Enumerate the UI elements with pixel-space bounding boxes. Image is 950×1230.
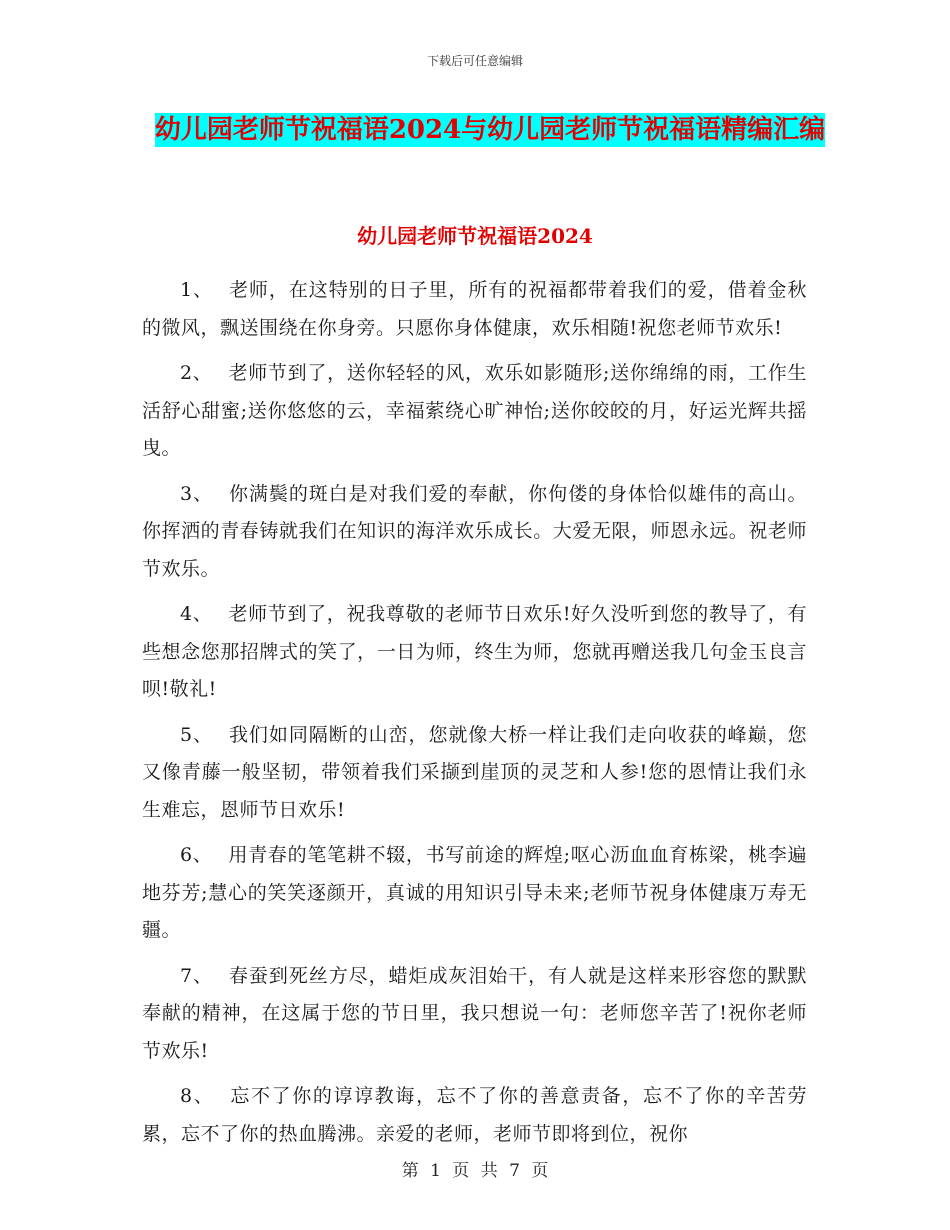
list-item (142, 596, 807, 709)
page-number: 第 1 页 共 7 页 (401, 1161, 549, 1181)
item-number: 8、 (180, 1085, 215, 1107)
list-item (142, 717, 807, 830)
list-item (142, 1078, 807, 1153)
item-number: 4、 (180, 603, 213, 625)
document-title-text: 幼儿园老师节祝福语2024与幼儿园老师节祝福语精编汇编 (154, 115, 826, 145)
item-text: 忘不了你的谆谆教诲，忘不了你的善意责备，忘不了你的辛苦劳累，忘不了你的热血腾沸。亲爱的老师，老师节即将到位，祝你 (142, 1085, 807, 1145)
item-text: 老师节到了，送你轻轻的风，欢乐如影随形;送你绵绵的雨，工作生活舒心甜蜜;送你悠悠的云，幸福萦绕心旷神怡;送你皎皎的月，好运光辉共摇曳。 (142, 362, 807, 459)
section-title: 幼儿园老师节祝福语2024 (357, 224, 593, 248)
list-item (142, 355, 807, 468)
item-text: 老师节到了，祝我尊敬的老师节日欢乐!好久没听到您的教导了，有些想念您那招牌式的笑了，一日为师，终生为师，您就再赠送我几句金玉良言呗!敬礼! (142, 603, 808, 700)
list-item (142, 476, 807, 589)
page-header-note: 下载后可任意编辑 (426, 54, 523, 68)
item-number: 3、 (180, 482, 213, 505)
list-item (142, 272, 807, 347)
list-item (142, 958, 807, 1071)
item-number: 5、 (180, 723, 213, 746)
blessing-list (142, 272, 807, 1161)
document-title (140, 106, 840, 154)
item-text: 你满鬓的斑白是对我们爱的奉献，你佝偻的身体恰似雄伟的高山。你挥洒的青春铸就我们在知识的海洋欢乐成长。大爱无限，师恩永远。祝老师节欢乐。 (142, 482, 807, 580)
item-number: 2、 (180, 362, 213, 384)
item-text: 老师，在这特别的日子里，所有的祝福都带着我们的爱，借着金秋的微风，飘送围绕在你身旁。只愿你身体健康，欢乐相随!祝您老师节欢乐! (142, 279, 807, 339)
item-number: 7、 (180, 964, 213, 987)
item-number: 6、 (180, 844, 213, 866)
item-number: 1、 (180, 279, 213, 301)
list-item (142, 837, 807, 950)
item-text: 我们如同隔断的山峦，您就像大桥一样让我们走向收获的峰巅，您又像青藤一般坚韧，带领着我们采撷到崖顶的灵芝和人参!您的恩情让我们永生难忘，恩师节日欢乐! (142, 723, 807, 821)
item-text: 春蚕到死丝方尽，蜡炬成灰泪始干，有人就是这样来形容您的默默奉献的精神，在这属于您的节日里，我只想说一句：老师您辛苦了!祝你老师节欢乐! (142, 964, 807, 1062)
item-text: 用青春的笔笔耕不辍，书写前途的辉煌;呕心沥血血育栋梁，桃李遍地芬芳;慧心的笑笑逐颜开，真诚的用知识引导未来;老师节祝身体健康万寿无疆。 (142, 844, 807, 941)
